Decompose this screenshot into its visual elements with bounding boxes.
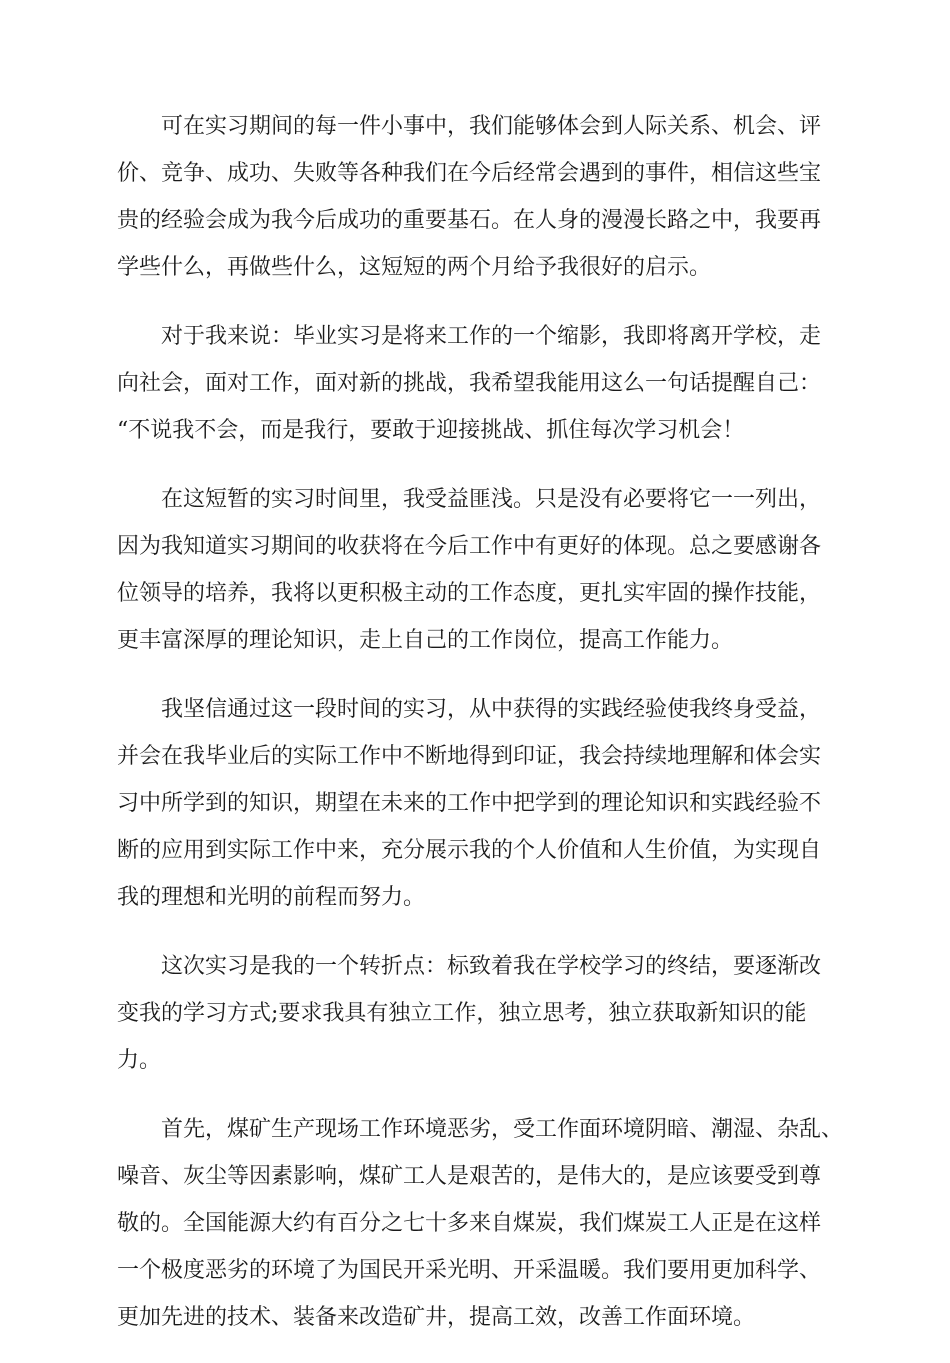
paragraph-line: 贵的经验会成为我今后成功的重要基石。在人身的漫漫长路之中，我要再 xyxy=(117,208,822,233)
paragraph-line: 我的理想和光明的前程而努力。 xyxy=(117,885,426,910)
paragraph-4 xyxy=(117,686,837,921)
paragraph-line: 因为我知道实习期间的收获将在今后工作中有更好的体现。总之要感谢各 xyxy=(117,534,822,559)
paragraph-line: “不说我不会，而是我行，要敢于迎接挑战、抓住每次学习机会！ xyxy=(117,418,745,443)
paragraph-line: 向社会，面对工作，面对新的挑战，我希望我能用这么一句话提醒自己： xyxy=(117,371,822,396)
paragraph-line: 位领导的培养，我将以更积极主动的工作态度，更扎实牢固的操作技能， xyxy=(117,581,822,606)
paragraph-3 xyxy=(117,476,837,664)
paragraph-line: 断的应用到实际工作中来，充分展示我的个人价值和人生价值，为实现自 xyxy=(117,838,822,863)
paragraph-line: 这次实习是我的一个转折点：标致着我在学校学习的终结，要逐渐改 xyxy=(161,954,822,979)
paragraph-line: 学些什么，再做些什么，这短短的两个月给予我很好的启示。 xyxy=(117,255,712,280)
document-body xyxy=(117,103,844,1363)
paragraph-2 xyxy=(117,313,837,454)
paragraph-line: 价、竞争、成功、失败等各种我们在今后经常会遇到的事件，相信这些宝 xyxy=(117,161,822,186)
paragraph-line: 首先，煤矿生产现场工作环境恶劣，受工作面环境阴暗、潮湿、杂乱、 xyxy=(161,1117,844,1142)
paragraph-line: 在这短暂的实习时间里，我受益匪浅。只是没有必要将它一一列出， xyxy=(161,487,822,512)
paragraph-line: 更丰富深厚的理论知识，走上自己的工作岗位，提高工作能力。 xyxy=(117,628,734,653)
paragraph-line: 噪音、灰尘等因素影响，煤矿工人是艰苦的，是伟大的，是应该要受到尊 xyxy=(117,1164,822,1189)
paragraph-line: 变我的学习方式;要求我具有独立工作，独立思考，独立获取新知识的能 xyxy=(117,1001,807,1026)
paragraph-line: 更加先进的技术、装备来改造矿井，提高工效，改善工作面环境。 xyxy=(117,1305,756,1330)
paragraph-1 xyxy=(117,103,837,291)
paragraph-line: 敬的。全国能源大约有百分之七十多来自煤炭，我们煤炭工人正是在这样 xyxy=(117,1211,822,1236)
paragraph-6 xyxy=(117,1106,844,1341)
paragraph-line: 习中所学到的知识，期望在未来的工作中把学到的理论知识和实践经验不 xyxy=(117,791,822,816)
paragraph-5 xyxy=(117,943,837,1084)
paragraph-line: 可在实习期间的每一件小事中，我们能够体会到人际关系、机会、评 xyxy=(161,114,822,139)
paragraph-line: 我坚信通过这一段时间的实习，从中获得的实践经验使我终身受益， xyxy=(161,697,822,722)
paragraph-line: 力。 xyxy=(117,1048,162,1073)
paragraph-line: 对于我来说：毕业实习是将来工作的一个缩影，我即将离开学校，走 xyxy=(161,324,822,349)
paragraph-line: 并会在我毕业后的实际工作中不断地得到印证，我会持续地理解和体会实 xyxy=(117,744,822,769)
paragraph-line: 一个极度恶劣的环境了为国民开采光明、开采温暖。我们要用更加科学、 xyxy=(117,1258,822,1283)
